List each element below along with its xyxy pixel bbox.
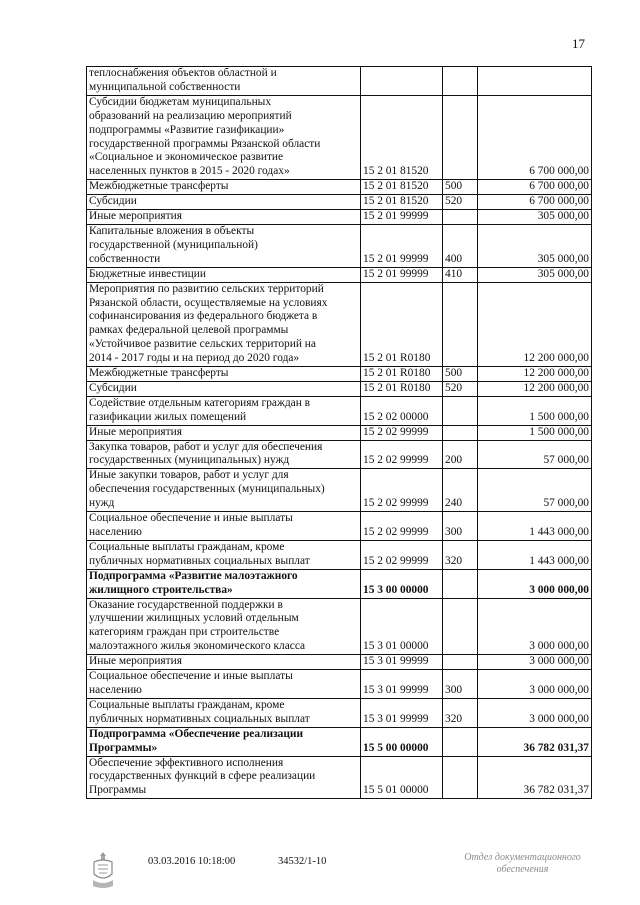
item-name-line: Подпрограмма «Обеспечение реализации bbox=[89, 727, 304, 740]
target-code-cell: 15 2 01 81520 bbox=[361, 180, 443, 195]
item-name-cell bbox=[87, 367, 361, 382]
item-name-line: Межбюджетные трансферты bbox=[89, 180, 229, 193]
item-name-line: малоэтажного жилья экономического класса bbox=[89, 640, 306, 653]
expense-type-cell bbox=[443, 756, 478, 799]
amount-cell: 12 200 000,00 bbox=[478, 282, 592, 366]
target-code-cell: 15 3 01 99999 bbox=[361, 670, 443, 699]
footer-document-ref: 34532/1-10 bbox=[278, 856, 327, 867]
item-name-line: населенных пунктов в 2015 - 2020 годах» bbox=[89, 165, 290, 178]
item-name-line: публичных нормативных социальных выплат bbox=[89, 554, 310, 567]
item-name-line: государственных функций в сфере реализации bbox=[89, 770, 316, 783]
item-name-cell bbox=[87, 267, 361, 282]
amount-cell: 1 443 000,00 bbox=[478, 512, 592, 541]
target-code-cell: 15 2 02 99999 bbox=[361, 540, 443, 569]
target-code-cell bbox=[361, 67, 443, 96]
table-row bbox=[87, 469, 592, 512]
expense-type-cell: 410 bbox=[443, 267, 478, 282]
item-name-line: Мероприятия по развитию сельских территорий bbox=[89, 282, 324, 295]
item-name-line: обеспечения государственных (муниципальных) bbox=[89, 483, 325, 496]
expense-type-cell bbox=[443, 282, 478, 366]
table-row bbox=[87, 210, 592, 225]
item-name-line: государственной (муниципальной) bbox=[89, 238, 258, 251]
item-name-cell bbox=[87, 381, 361, 396]
expense-type-cell bbox=[443, 598, 478, 655]
item-name-line: Капитальные вложения в объекты bbox=[89, 224, 255, 237]
target-code-cell: 15 2 01 81520 bbox=[361, 95, 443, 179]
item-name-line: Иные закупки товаров, работ и услуг для bbox=[89, 469, 289, 482]
item-name-cell bbox=[87, 655, 361, 670]
amount-cell: 1 500 000,00 bbox=[478, 396, 592, 425]
target-code-cell: 15 2 01 99999 bbox=[361, 210, 443, 225]
item-name-line: Содействие отдельным категориям граждан в bbox=[89, 396, 311, 409]
item-name-line: газификации жилых помещений bbox=[89, 410, 247, 423]
item-name-line: Рязанской области, осуществляемые на условиях bbox=[89, 296, 328, 309]
item-name-cell bbox=[87, 569, 361, 598]
table-row bbox=[87, 727, 592, 756]
amount-cell: 3 000 000,00 bbox=[478, 670, 592, 699]
expense-type-cell: 400 bbox=[443, 224, 478, 267]
target-code-cell: 15 2 01 R0180 bbox=[361, 367, 443, 382]
item-name-line: Социальные выплаты гражданам, кроме bbox=[89, 698, 285, 711]
item-name-cell bbox=[87, 282, 361, 366]
target-code-cell: 15 2 01 R0180 bbox=[361, 282, 443, 366]
item-name-cell bbox=[87, 396, 361, 425]
amount-cell: 6 700 000,00 bbox=[478, 180, 592, 195]
amount-cell: 12 200 000,00 bbox=[478, 367, 592, 382]
item-name-line: Иные мероприятия bbox=[89, 210, 182, 223]
item-name-line: собственности bbox=[89, 252, 161, 265]
item-name-line: «Устойчивое развитие сельских территорий на bbox=[89, 338, 316, 351]
amount-cell: 3 000 000,00 bbox=[478, 655, 592, 670]
coat-of-arms-emblem bbox=[90, 850, 116, 890]
item-name-line: нужд bbox=[89, 497, 115, 510]
item-name-line: Программы» bbox=[89, 741, 158, 754]
expense-type-cell: 520 bbox=[443, 195, 478, 210]
table-row bbox=[87, 655, 592, 670]
item-name-line: образований на реализацию мероприятий bbox=[89, 109, 292, 122]
item-name-line: 2014 - 2017 годы и на период до 2020 года» bbox=[89, 352, 300, 365]
amount-cell: 1 443 000,00 bbox=[478, 540, 592, 569]
target-code-cell: 15 2 01 99999 bbox=[361, 267, 443, 282]
target-code-cell: 15 2 01 81520 bbox=[361, 195, 443, 210]
item-name-line: Социальные выплаты гражданам, кроме bbox=[89, 540, 285, 553]
table-row bbox=[87, 367, 592, 382]
item-name-cell bbox=[87, 670, 361, 699]
expense-type-cell bbox=[443, 95, 478, 179]
item-name-line: населению bbox=[89, 526, 142, 538]
target-code-cell: 15 2 02 99999 bbox=[361, 469, 443, 512]
target-code-cell: 15 2 01 99999 bbox=[361, 224, 443, 267]
item-name-cell bbox=[87, 195, 361, 210]
item-name-line: Субсидии bbox=[89, 381, 137, 394]
table-row bbox=[87, 756, 592, 799]
item-name-line: теплоснабжения объектов областной и bbox=[89, 67, 277, 79]
table-row bbox=[87, 381, 592, 396]
table-row bbox=[87, 540, 592, 569]
item-name-line: категориям граждан при строительстве bbox=[89, 626, 280, 639]
item-name-cell bbox=[87, 440, 361, 469]
stamp-line: Отдел документационного bbox=[464, 852, 581, 863]
budget-table bbox=[86, 66, 592, 799]
target-code-cell: 15 3 00 00000 bbox=[361, 569, 443, 598]
item-name-cell bbox=[87, 469, 361, 512]
amount-cell: 6 700 000,00 bbox=[478, 95, 592, 179]
table-row bbox=[87, 670, 592, 699]
item-name-line: государственной программы Рязанской области bbox=[89, 137, 321, 150]
item-name-cell bbox=[87, 210, 361, 225]
footer-timestamp: 03.03.2016 10:18:00 bbox=[148, 856, 236, 867]
item-name-line: Субсидии бюджетам муниципальных bbox=[89, 95, 272, 108]
amount-cell: 6 700 000,00 bbox=[478, 195, 592, 210]
table-row bbox=[87, 180, 592, 195]
item-name-line: Обеспечение эффективного исполнения bbox=[89, 756, 284, 769]
amount-cell: 3 000 000,00 bbox=[478, 598, 592, 655]
expense-type-cell: 240 bbox=[443, 469, 478, 512]
item-name-line: Социальное обеспечение и иные выплаты bbox=[89, 670, 293, 683]
target-code-cell: 15 3 01 99999 bbox=[361, 698, 443, 727]
table-row bbox=[87, 512, 592, 541]
amount-cell: 36 782 031,37 bbox=[478, 727, 592, 756]
target-code-cell: 15 3 01 00000 bbox=[361, 598, 443, 655]
page-footer bbox=[0, 848, 640, 898]
expense-type-cell: 520 bbox=[443, 381, 478, 396]
amount-cell: 57 000,00 bbox=[478, 469, 592, 512]
amount-cell: 1 500 000,00 bbox=[478, 425, 592, 440]
item-name-line: Закупка товаров, работ и услуг для обеспечения bbox=[89, 440, 323, 453]
expense-type-cell: 300 bbox=[443, 670, 478, 699]
item-name-cell bbox=[87, 727, 361, 756]
item-name-line: Иные мероприятия bbox=[89, 425, 182, 438]
table-row bbox=[87, 440, 592, 469]
amount-cell bbox=[478, 67, 592, 96]
table-row bbox=[87, 224, 592, 267]
item-name-cell bbox=[87, 425, 361, 440]
target-code-cell: 15 3 01 99999 bbox=[361, 655, 443, 670]
table-row bbox=[87, 569, 592, 598]
department-stamp bbox=[450, 852, 595, 876]
item-name-cell bbox=[87, 67, 361, 96]
table-row bbox=[87, 698, 592, 727]
item-name-line: софинансирования из федерального бюджета в bbox=[89, 310, 318, 323]
stamp-line: обеспечения bbox=[496, 864, 549, 875]
amount-cell: 305 000,00 bbox=[478, 210, 592, 225]
item-name-line: публичных нормативных социальных выплат bbox=[89, 712, 310, 725]
amount-cell: 3 000 000,00 bbox=[478, 569, 592, 598]
expense-type-cell: 300 bbox=[443, 512, 478, 541]
item-name-cell bbox=[87, 224, 361, 267]
table-row bbox=[87, 195, 592, 210]
expense-type-cell: 500 bbox=[443, 180, 478, 195]
amount-cell: 3 000 000,00 bbox=[478, 698, 592, 727]
expense-type-cell bbox=[443, 655, 478, 670]
amount-cell: 57 000,00 bbox=[478, 440, 592, 469]
expense-type-cell: 320 bbox=[443, 698, 478, 727]
target-code-cell: 15 2 02 99999 bbox=[361, 425, 443, 440]
amount-cell: 305 000,00 bbox=[478, 224, 592, 267]
item-name-cell bbox=[87, 512, 361, 541]
item-name-line: государственных (муниципальных) нужд bbox=[89, 454, 290, 467]
item-name-line: муниципальной собственности bbox=[89, 80, 241, 93]
item-name-cell bbox=[87, 698, 361, 727]
item-name-cell bbox=[87, 756, 361, 799]
item-name-line: Бюджетные инвестиции bbox=[89, 267, 206, 280]
item-name-line: жилищного строительства» bbox=[89, 583, 233, 596]
item-name-cell bbox=[87, 180, 361, 195]
expense-type-cell bbox=[443, 569, 478, 598]
item-name-line: Социальное обеспечение и иные выплаты bbox=[89, 512, 293, 525]
amount-cell: 305 000,00 bbox=[478, 267, 592, 282]
amount-cell: 36 782 031,37 bbox=[478, 756, 592, 799]
expense-type-cell bbox=[443, 210, 478, 225]
item-name-cell bbox=[87, 95, 361, 179]
table-row bbox=[87, 425, 592, 440]
item-name-line: подпрограммы «Развитие газификации» bbox=[89, 123, 285, 136]
item-name-cell bbox=[87, 540, 361, 569]
item-name-line: «Социальное и экономическое развитие bbox=[89, 151, 284, 164]
expense-type-cell: 320 bbox=[443, 540, 478, 569]
item-name-line: Субсидии bbox=[89, 195, 137, 208]
expense-type-cell bbox=[443, 425, 478, 440]
expense-type-cell bbox=[443, 727, 478, 756]
expense-type-cell bbox=[443, 396, 478, 425]
page-number: 17 bbox=[572, 36, 585, 51]
target-code-cell: 15 2 02 99999 bbox=[361, 512, 443, 541]
expense-type-cell: 200 bbox=[443, 440, 478, 469]
item-name-line: населению bbox=[89, 683, 142, 696]
table-row bbox=[87, 598, 592, 655]
item-name-cell bbox=[87, 598, 361, 655]
table-row bbox=[87, 67, 592, 96]
target-code-cell: 15 5 01 00000 bbox=[361, 756, 443, 799]
target-code-cell: 15 5 00 00000 bbox=[361, 727, 443, 756]
table-row bbox=[87, 396, 592, 425]
item-name-line: Программы bbox=[89, 784, 147, 797]
item-name-line: Подпрограмма «Развитие малоэтажного bbox=[89, 569, 298, 582]
target-code-cell: 15 2 02 00000 bbox=[361, 396, 443, 425]
item-name-line: Межбюджетные трансферты bbox=[89, 367, 229, 380]
table-row bbox=[87, 282, 592, 366]
expense-type-cell bbox=[443, 67, 478, 96]
item-name-line: Оказание государственной поддержки в bbox=[89, 598, 283, 611]
target-code-cell: 15 2 01 R0180 bbox=[361, 381, 443, 396]
item-name-line: рамках федеральной целевой программы bbox=[89, 324, 289, 337]
table-row bbox=[87, 267, 592, 282]
table-row bbox=[87, 95, 592, 179]
item-name-line: Иные мероприятия bbox=[89, 655, 182, 668]
expense-type-cell: 500 bbox=[443, 367, 478, 382]
item-name-line: улучшении жилищных условий отдельным bbox=[89, 612, 299, 625]
target-code-cell: 15 2 02 99999 bbox=[361, 440, 443, 469]
amount-cell: 12 200 000,00 bbox=[478, 381, 592, 396]
